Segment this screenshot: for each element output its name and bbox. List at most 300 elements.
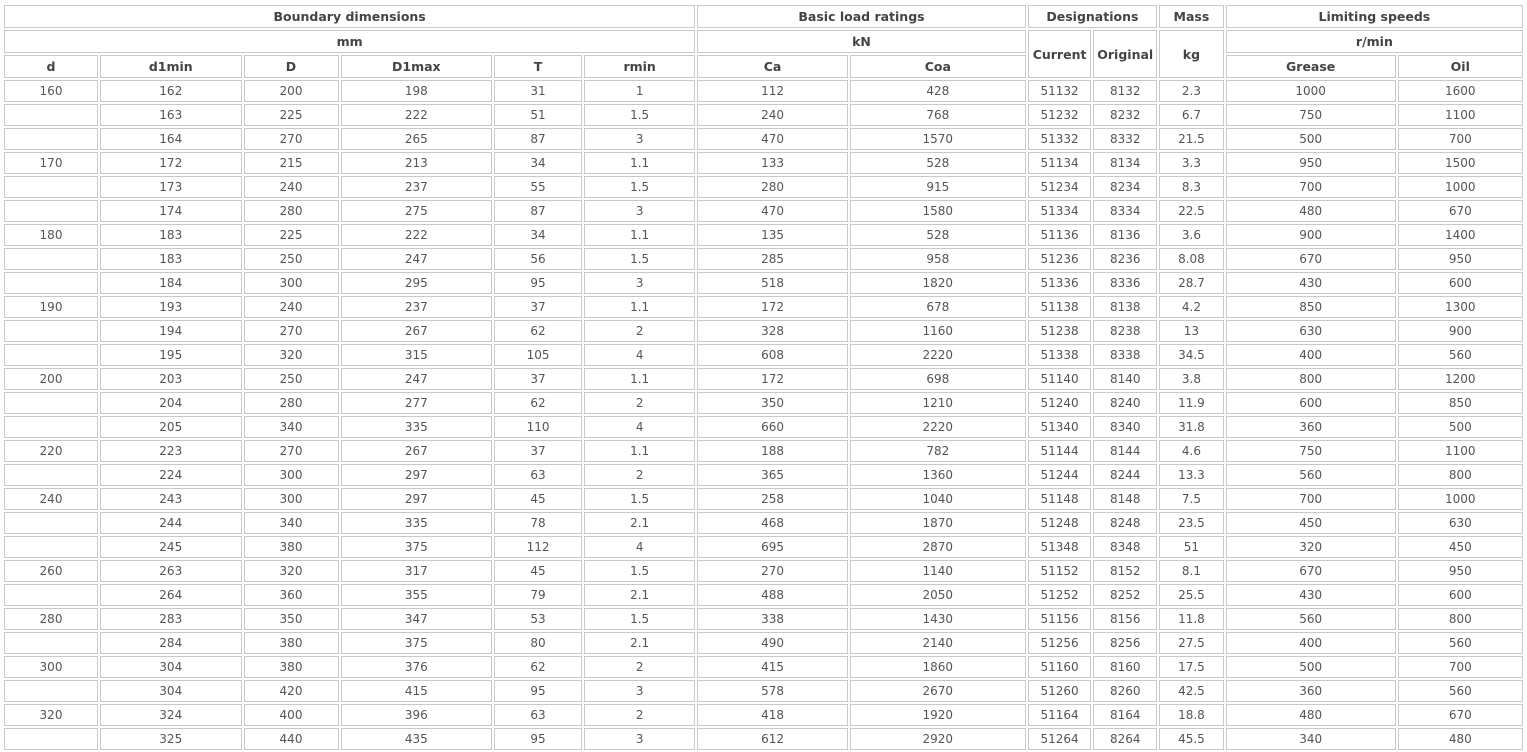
cell-d1max: 222	[341, 224, 493, 246]
cell-t: 95	[494, 272, 582, 294]
cell-grease: 320	[1226, 536, 1396, 558]
cell-rmin: 1.5	[584, 560, 695, 582]
table-row	[4, 704, 1523, 726]
cell-d: 280	[4, 608, 98, 630]
col-original: Original	[1093, 30, 1157, 78]
cell-rmin: 1.1	[584, 296, 695, 318]
cell-grease: 1000	[1226, 80, 1396, 102]
cell-mass: 11.9	[1159, 392, 1224, 414]
col-D: D	[244, 55, 339, 78]
cell-t: 95	[494, 728, 582, 750]
cell-rmin: 2.1	[584, 584, 695, 606]
cell-oil: 950	[1398, 248, 1523, 270]
cell-ca: 328	[697, 320, 848, 342]
cell-d: 280	[244, 200, 339, 222]
cell-t: 78	[494, 512, 582, 534]
cell-oil: 950	[1398, 560, 1523, 582]
cell-mass: 28.7	[1159, 272, 1224, 294]
cell-d1min: 173	[100, 176, 242, 198]
cell-oil: 450	[1398, 536, 1523, 558]
cell-d1min: 174	[100, 200, 242, 222]
cell-original: 8240	[1093, 392, 1157, 414]
col-d1min: d1min	[100, 55, 242, 78]
cell-original: 8148	[1093, 488, 1157, 510]
cell-ca: 240	[697, 104, 848, 126]
table-row	[4, 512, 1523, 534]
cell-mass: 23.5	[1159, 512, 1224, 534]
group-boundary-dimensions: Boundary dimensions	[4, 5, 695, 28]
cell-coa: 782	[850, 440, 1026, 462]
cell-t: 37	[494, 440, 582, 462]
table-row	[4, 200, 1523, 222]
cell-coa: 1430	[850, 608, 1026, 630]
cell-d1min: 224	[100, 464, 242, 486]
cell-d: 300	[244, 272, 339, 294]
cell-original: 8260	[1093, 680, 1157, 702]
table-row	[4, 176, 1523, 198]
cell-coa: 528	[850, 152, 1026, 174]
cell-d: 200	[4, 368, 98, 390]
cell-d	[4, 344, 98, 366]
cell-t: 79	[494, 584, 582, 606]
bearing-spec-table	[2, 3, 1525, 752]
cell-rmin: 2	[584, 704, 695, 726]
cell-oil: 1400	[1398, 224, 1523, 246]
cell-original: 8248	[1093, 512, 1157, 534]
cell-grease: 400	[1226, 632, 1396, 654]
table-row	[4, 296, 1523, 318]
cell-coa: 1570	[850, 128, 1026, 150]
cell-t: 112	[494, 536, 582, 558]
cell-ca: 470	[697, 128, 848, 150]
cell-d1max: 267	[341, 440, 493, 462]
group-designations: Designations	[1028, 5, 1157, 28]
cell-rmin: 1	[584, 80, 695, 102]
cell-ca: 270	[697, 560, 848, 582]
col-oil: Oil	[1398, 55, 1523, 78]
cell-t: 53	[494, 608, 582, 630]
cell-rmin: 2	[584, 464, 695, 486]
table-row	[4, 272, 1523, 294]
table-row	[4, 320, 1523, 342]
cell-d1min: 194	[100, 320, 242, 342]
cell-current: 51256	[1028, 632, 1092, 654]
col-current: Current	[1028, 30, 1092, 78]
table-row	[4, 632, 1523, 654]
cell-original: 8140	[1093, 368, 1157, 390]
cell-coa: 1160	[850, 320, 1026, 342]
cell-d1max: 277	[341, 392, 493, 414]
cell-d: 380	[244, 632, 339, 654]
table-row	[4, 440, 1523, 462]
cell-rmin: 1.1	[584, 440, 695, 462]
cell-oil: 1200	[1398, 368, 1523, 390]
cell-t: 34	[494, 152, 582, 174]
cell-d1min: 244	[100, 512, 242, 534]
cell-current: 51144	[1028, 440, 1092, 462]
cell-d: 170	[4, 152, 98, 174]
cell-original: 8332	[1093, 128, 1157, 150]
cell-d: 400	[244, 704, 339, 726]
cell-oil: 500	[1398, 416, 1523, 438]
cell-d1max: 213	[341, 152, 493, 174]
cell-mass: 8.3	[1159, 176, 1224, 198]
cell-d1min: 193	[100, 296, 242, 318]
cell-t: 80	[494, 632, 582, 654]
cell-ca: 112	[697, 80, 848, 102]
cell-t: 63	[494, 464, 582, 486]
cell-ca: 468	[697, 512, 848, 534]
cell-oil: 560	[1398, 680, 1523, 702]
cell-coa: 528	[850, 224, 1026, 246]
cell-coa: 958	[850, 248, 1026, 270]
cell-d1max: 317	[341, 560, 493, 582]
cell-mass: 8.1	[1159, 560, 1224, 582]
cell-coa: 2920	[850, 728, 1026, 750]
cell-d1min: 324	[100, 704, 242, 726]
cell-t: 45	[494, 560, 582, 582]
cell-coa: 2670	[850, 680, 1026, 702]
cell-d1min: 264	[100, 584, 242, 606]
cell-oil: 1100	[1398, 440, 1523, 462]
cell-grease: 900	[1226, 224, 1396, 246]
cell-mass: 27.5	[1159, 632, 1224, 654]
cell-d1min: 223	[100, 440, 242, 462]
cell-current: 51338	[1028, 344, 1092, 366]
cell-original: 8160	[1093, 656, 1157, 678]
cell-original: 8338	[1093, 344, 1157, 366]
cell-coa: 1580	[850, 200, 1026, 222]
cell-oil: 850	[1398, 392, 1523, 414]
cell-oil: 670	[1398, 200, 1523, 222]
cell-grease: 480	[1226, 200, 1396, 222]
cell-mass: 18.8	[1159, 704, 1224, 726]
cell-current: 51240	[1028, 392, 1092, 414]
cell-t: 87	[494, 200, 582, 222]
table-row	[4, 80, 1523, 102]
cell-mass: 45.5	[1159, 728, 1224, 750]
table-row	[4, 392, 1523, 414]
cell-mass: 11.8	[1159, 608, 1224, 630]
cell-d	[4, 200, 98, 222]
cell-oil: 600	[1398, 584, 1523, 606]
cell-d	[4, 128, 98, 150]
cell-ca: 660	[697, 416, 848, 438]
cell-d	[4, 272, 98, 294]
cell-d1min: 205	[100, 416, 242, 438]
cell-original: 8238	[1093, 320, 1157, 342]
cell-grease: 360	[1226, 680, 1396, 702]
cell-ca: 418	[697, 704, 848, 726]
cell-rmin: 2.1	[584, 512, 695, 534]
cell-original: 8136	[1093, 224, 1157, 246]
cell-rmin: 1.5	[584, 248, 695, 270]
cell-grease: 340	[1226, 728, 1396, 750]
cell-grease: 560	[1226, 608, 1396, 630]
cell-oil: 1600	[1398, 80, 1523, 102]
cell-ca: 172	[697, 368, 848, 390]
cell-rmin: 1.5	[584, 608, 695, 630]
cell-d	[4, 512, 98, 534]
cell-d: 240	[244, 296, 339, 318]
table-row	[4, 104, 1523, 126]
cell-current: 51252	[1028, 584, 1092, 606]
cell-ca: 280	[697, 176, 848, 198]
table-body	[4, 80, 1523, 750]
cell-ca: 188	[697, 440, 848, 462]
cell-original: 8340	[1093, 416, 1157, 438]
cell-current: 51140	[1028, 368, 1092, 390]
cell-ca: 285	[697, 248, 848, 270]
cell-d: 270	[244, 320, 339, 342]
cell-coa: 1210	[850, 392, 1026, 414]
cell-mass: 3.6	[1159, 224, 1224, 246]
table-row	[4, 224, 1523, 246]
cell-coa: 1360	[850, 464, 1026, 486]
cell-original: 8232	[1093, 104, 1157, 126]
cell-rmin: 1.5	[584, 176, 695, 198]
cell-rmin: 2	[584, 656, 695, 678]
cell-rmin: 4	[584, 416, 695, 438]
cell-oil: 560	[1398, 632, 1523, 654]
cell-ca: 135	[697, 224, 848, 246]
cell-grease: 670	[1226, 560, 1396, 582]
cell-d1max: 415	[341, 680, 493, 702]
cell-d: 280	[244, 392, 339, 414]
cell-mass: 42.5	[1159, 680, 1224, 702]
cell-grease: 500	[1226, 128, 1396, 150]
cell-mass: 3.3	[1159, 152, 1224, 174]
cell-ca: 415	[697, 656, 848, 678]
cell-oil: 1500	[1398, 152, 1523, 174]
cell-d: 350	[244, 608, 339, 630]
cell-d1max: 247	[341, 368, 493, 390]
cell-d1max: 335	[341, 416, 493, 438]
cell-d1min: 204	[100, 392, 242, 414]
cell-current: 51336	[1028, 272, 1092, 294]
cell-rmin: 1.1	[584, 152, 695, 174]
cell-mass: 51	[1159, 536, 1224, 558]
cell-d: 340	[244, 416, 339, 438]
cell-t: 87	[494, 128, 582, 150]
cell-t: 37	[494, 368, 582, 390]
col-rmin: rmin	[584, 55, 695, 78]
cell-d: 240	[4, 488, 98, 510]
cell-original: 8144	[1093, 440, 1157, 462]
cell-d1max: 237	[341, 296, 493, 318]
cell-mass: 6.7	[1159, 104, 1224, 126]
cell-t: 37	[494, 296, 582, 318]
cell-t: 105	[494, 344, 582, 366]
cell-d	[4, 680, 98, 702]
cell-coa: 2140	[850, 632, 1026, 654]
cell-current: 51160	[1028, 656, 1092, 678]
cell-rmin: 3	[584, 200, 695, 222]
cell-rmin: 2.1	[584, 632, 695, 654]
cell-rmin: 1.5	[584, 104, 695, 126]
cell-rmin: 1.5	[584, 488, 695, 510]
cell-coa: 915	[850, 176, 1026, 198]
cell-original: 8252	[1093, 584, 1157, 606]
cell-original: 8234	[1093, 176, 1157, 198]
cell-mass: 25.5	[1159, 584, 1224, 606]
cell-d1min: 325	[100, 728, 242, 750]
cell-original: 8264	[1093, 728, 1157, 750]
cell-d1max: 335	[341, 512, 493, 534]
cell-oil: 600	[1398, 272, 1523, 294]
cell-d1min: 164	[100, 128, 242, 150]
cell-d: 380	[244, 536, 339, 558]
cell-d1min: 203	[100, 368, 242, 390]
cell-d	[4, 104, 98, 126]
col-grease: Grease	[1226, 55, 1396, 78]
cell-rmin: 4	[584, 344, 695, 366]
cell-d1min: 284	[100, 632, 242, 654]
cell-ca: 488	[697, 584, 848, 606]
col-T: T	[494, 55, 582, 78]
cell-d: 190	[4, 296, 98, 318]
cell-grease: 850	[1226, 296, 1396, 318]
table-row	[4, 560, 1523, 582]
cell-current: 51236	[1028, 248, 1092, 270]
cell-t: 62	[494, 392, 582, 414]
cell-d1max: 297	[341, 464, 493, 486]
cell-d1max: 237	[341, 176, 493, 198]
unit-kn: kN	[697, 30, 1025, 53]
cell-d1min: 162	[100, 80, 242, 102]
cell-d: 320	[244, 560, 339, 582]
cell-original: 8152	[1093, 560, 1157, 582]
cell-original: 8134	[1093, 152, 1157, 174]
cell-d: 320	[4, 704, 98, 726]
cell-d: 270	[244, 128, 339, 150]
cell-rmin: 3	[584, 680, 695, 702]
cell-current: 51332	[1028, 128, 1092, 150]
header-row-columns	[4, 55, 1523, 78]
cell-d1max: 267	[341, 320, 493, 342]
cell-t: 55	[494, 176, 582, 198]
table-row	[4, 248, 1523, 270]
cell-mass: 21.5	[1159, 128, 1224, 150]
cell-d: 270	[244, 440, 339, 462]
cell-oil: 480	[1398, 728, 1523, 750]
cell-d1max: 198	[341, 80, 493, 102]
cell-current: 51244	[1028, 464, 1092, 486]
cell-rmin: 3	[584, 128, 695, 150]
cell-t: 51	[494, 104, 582, 126]
cell-oil: 1100	[1398, 104, 1523, 126]
table-row	[4, 728, 1523, 750]
cell-oil: 700	[1398, 656, 1523, 678]
cell-d1max: 275	[341, 200, 493, 222]
cell-d1min: 172	[100, 152, 242, 174]
cell-d1max: 375	[341, 632, 493, 654]
cell-d1max: 435	[341, 728, 493, 750]
cell-current: 51248	[1028, 512, 1092, 534]
cell-coa: 428	[850, 80, 1026, 102]
table-header	[4, 5, 1523, 78]
cell-mass: 7.5	[1159, 488, 1224, 510]
cell-t: 34	[494, 224, 582, 246]
cell-grease: 700	[1226, 488, 1396, 510]
cell-ca: 258	[697, 488, 848, 510]
cell-grease: 360	[1226, 416, 1396, 438]
cell-d: 420	[244, 680, 339, 702]
cell-d1max: 315	[341, 344, 493, 366]
cell-d	[4, 464, 98, 486]
cell-d1min: 183	[100, 224, 242, 246]
table-row	[4, 608, 1523, 630]
table-row	[4, 680, 1523, 702]
cell-mass: 13	[1159, 320, 1224, 342]
cell-current: 51234	[1028, 176, 1092, 198]
cell-current: 51152	[1028, 560, 1092, 582]
cell-current: 51232	[1028, 104, 1092, 126]
cell-t: 56	[494, 248, 582, 270]
cell-original: 8336	[1093, 272, 1157, 294]
cell-original: 8256	[1093, 632, 1157, 654]
table-row	[4, 488, 1523, 510]
cell-original: 8236	[1093, 248, 1157, 270]
cell-coa: 1870	[850, 512, 1026, 534]
cell-mass: 13.3	[1159, 464, 1224, 486]
table-row	[4, 344, 1523, 366]
cell-current: 51138	[1028, 296, 1092, 318]
cell-t: 31	[494, 80, 582, 102]
cell-d: 300	[4, 656, 98, 678]
cell-d	[4, 248, 98, 270]
cell-oil: 800	[1398, 464, 1523, 486]
cell-d	[4, 584, 98, 606]
cell-original: 8334	[1093, 200, 1157, 222]
cell-ca: 338	[697, 608, 848, 630]
cell-oil: 630	[1398, 512, 1523, 534]
cell-d1max: 376	[341, 656, 493, 678]
cell-d1max: 247	[341, 248, 493, 270]
cell-grease: 500	[1226, 656, 1396, 678]
cell-d1max: 355	[341, 584, 493, 606]
cell-d: 260	[4, 560, 98, 582]
cell-grease: 750	[1226, 104, 1396, 126]
cell-ca: 695	[697, 536, 848, 558]
cell-ca: 490	[697, 632, 848, 654]
cell-mass: 22.5	[1159, 200, 1224, 222]
cell-ca: 172	[697, 296, 848, 318]
cell-current: 51238	[1028, 320, 1092, 342]
cell-oil: 670	[1398, 704, 1523, 726]
cell-mass: 2.3	[1159, 80, 1224, 102]
unit-r-per-min: r/min	[1226, 30, 1523, 53]
group-mass: Mass	[1159, 5, 1224, 28]
cell-ca: 365	[697, 464, 848, 486]
cell-coa: 2220	[850, 416, 1026, 438]
cell-t: 110	[494, 416, 582, 438]
cell-original: 8132	[1093, 80, 1157, 102]
unit-kg: kg	[1159, 30, 1224, 78]
cell-rmin: 1.1	[584, 224, 695, 246]
cell-d: 360	[244, 584, 339, 606]
cell-ca: 518	[697, 272, 848, 294]
group-limiting-speeds: Limiting speeds	[1226, 5, 1523, 28]
header-row-units	[4, 30, 1523, 53]
cell-current: 51164	[1028, 704, 1092, 726]
cell-current: 51340	[1028, 416, 1092, 438]
cell-mass: 3.8	[1159, 368, 1224, 390]
cell-d1min: 183	[100, 248, 242, 270]
cell-t: 45	[494, 488, 582, 510]
cell-d1max: 396	[341, 704, 493, 726]
cell-d1min: 263	[100, 560, 242, 582]
